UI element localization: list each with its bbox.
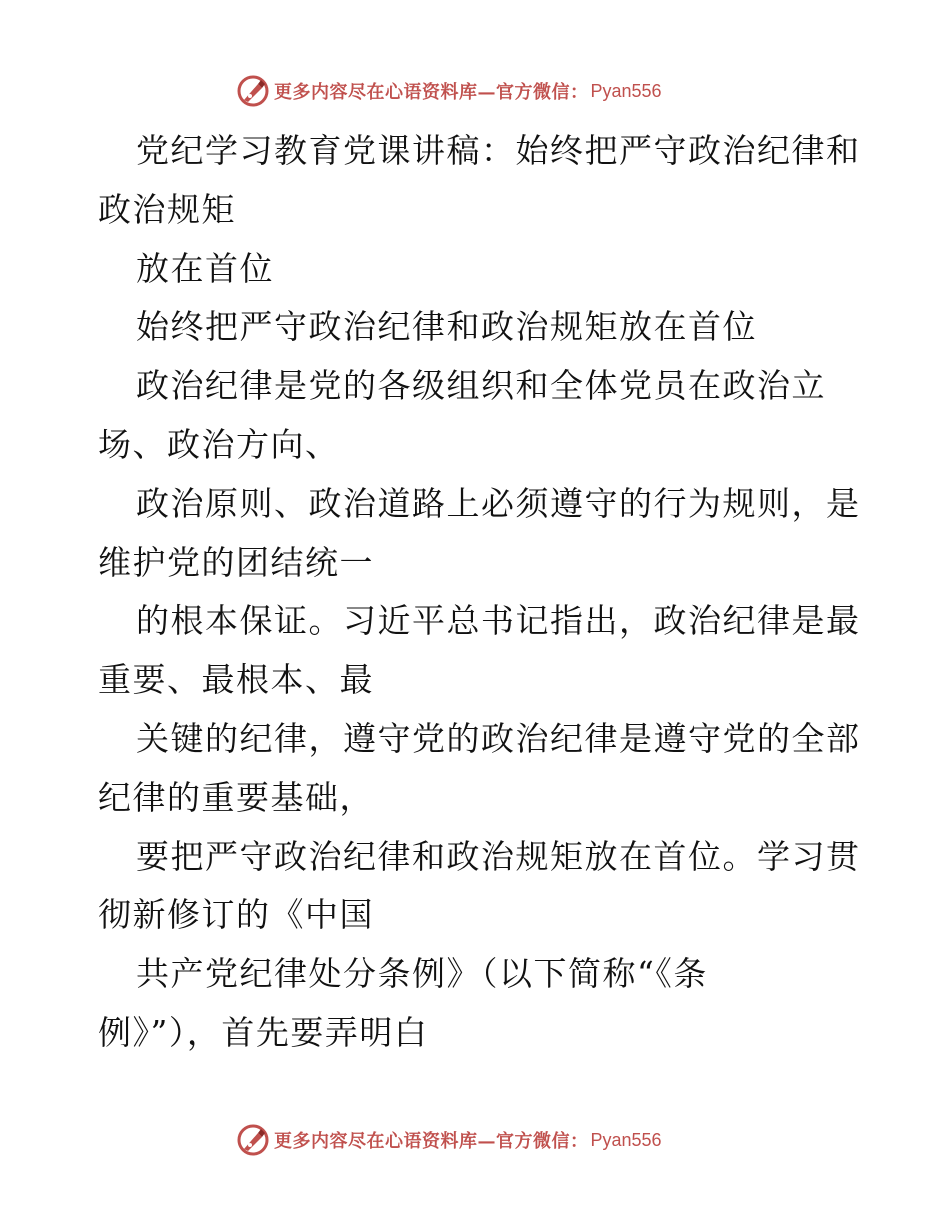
text-line: 彻新修订的《中国	[98, 895, 374, 935]
text-line: 维护党的团结统一	[98, 542, 374, 582]
text-line: 共产党纪律处分条例》（以下简称“《条	[136, 954, 708, 994]
watermark-text: 更多内容尽在心语资料库—官方微信：	[274, 1131, 589, 1152]
watermark-id: Pyan556	[590, 80, 662, 101]
footer-watermark	[236, 1123, 662, 1157]
text-line: 例》”），首先要弄明白	[98, 1012, 429, 1052]
text-line: 要把严守政治纪律和政治规矩放在首位。学习贯	[136, 836, 861, 876]
text-line: 政治纪律是党的各级组织和全体党员在政治立	[136, 366, 826, 406]
text-line: 政治规矩	[98, 189, 236, 229]
header-watermark	[236, 74, 662, 108]
text-line: 重要、最根本、最	[98, 660, 374, 700]
text-line: 党纪学习教育党课讲稿：始终把严守政治纪律和	[136, 131, 861, 170]
document-body	[98, 122, 861, 1063]
pen-logo-icon	[236, 1123, 270, 1157]
text-line: 场、政治方向、	[98, 424, 340, 464]
pen-logo-icon	[236, 74, 270, 108]
text-line: 政治原则、政治道路上必须遵守的行为规则，是	[136, 483, 861, 523]
text-line: 的根本保证。习近平总书记指出，政治纪律是最	[136, 601, 861, 641]
watermark-id: Pyan556	[590, 1129, 662, 1150]
text-line: 放在首位	[136, 248, 274, 288]
text-line: 关键的纪律，遵守党的政治纪律是遵守党的全部	[136, 718, 861, 758]
watermark-text: 更多内容尽在心语资料库—官方微信：	[274, 82, 589, 103]
text-line: 纪律的重要基础，	[98, 777, 374, 817]
text-line: 始终把严守政治纪律和政治规矩放在首位	[136, 307, 757, 347]
